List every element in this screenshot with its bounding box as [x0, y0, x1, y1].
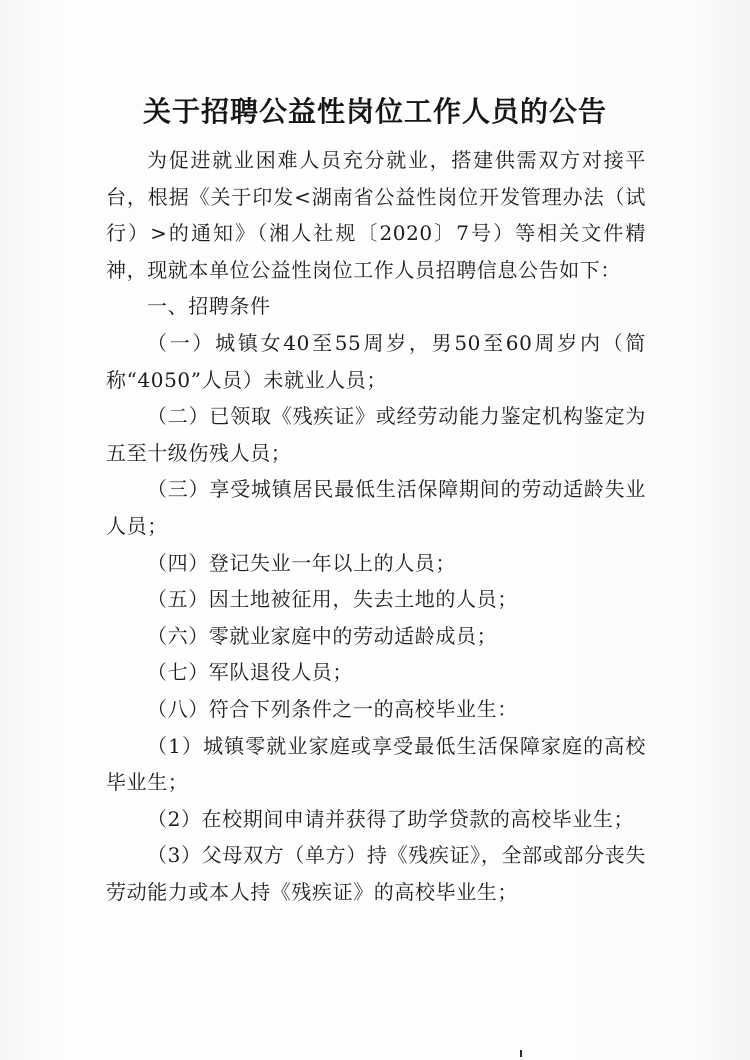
condition-item-3: （三）享受城镇居民最低生活保障期间的劳动适龄失业人员；	[106, 477, 646, 538]
graduate-subitem-3: （3）父母双方（单方）持《残疾证》，全部或部分丧失劳动能力或本人持《残疾证》的高校毕业生；	[106, 843, 646, 904]
condition-item-2: （二）已领取《残疾证》或经劳动能力鉴定机构鉴定为五至十级伤残人员；	[106, 404, 646, 465]
scan-mark	[520, 1050, 522, 1057]
intro-paragraph: 为促进就业困难人员充分就业，搭建供需双方对接平台，根据《关于印发<湖南省公益性岗位开发管理办法（试行）>的通知》（湘人社规〔2020〕7号）等相关文件精神，现就本单位公益性岗位工作人员招聘信息公告如下：	[106, 148, 646, 282]
condition-item-5: （五）因土地被征用，失去土地的人员；	[147, 587, 518, 612]
graduate-subitem-2: （2）在校期间申请并获得了助学贷款的高校毕业生；	[147, 806, 635, 831]
condition-item-7: （七）军队退役人员；	[147, 660, 353, 685]
condition-item-1: （一）城镇女40至55周岁，男50至60周岁内（简称“4050”人员）未就业人员；	[106, 330, 646, 392]
graduate-subitem-1: （1）城镇零就业家庭或享受最低生活保障家庭的高校毕业生；	[106, 733, 646, 795]
condition-item-8: （八）符合下列条件之一的高校毕业生：	[147, 696, 518, 721]
condition-item-6: （六）零就业家庭中的劳动适龄成员；	[147, 623, 498, 648]
section-heading-recruitment-conditions: 一、招聘条件	[147, 294, 271, 319]
condition-item-4: （四）登记失业一年以上的人员；	[147, 550, 456, 575]
document-body	[106, 142, 646, 910]
document-title: 关于招聘公益性岗位工作人员的公告	[142, 95, 607, 128]
